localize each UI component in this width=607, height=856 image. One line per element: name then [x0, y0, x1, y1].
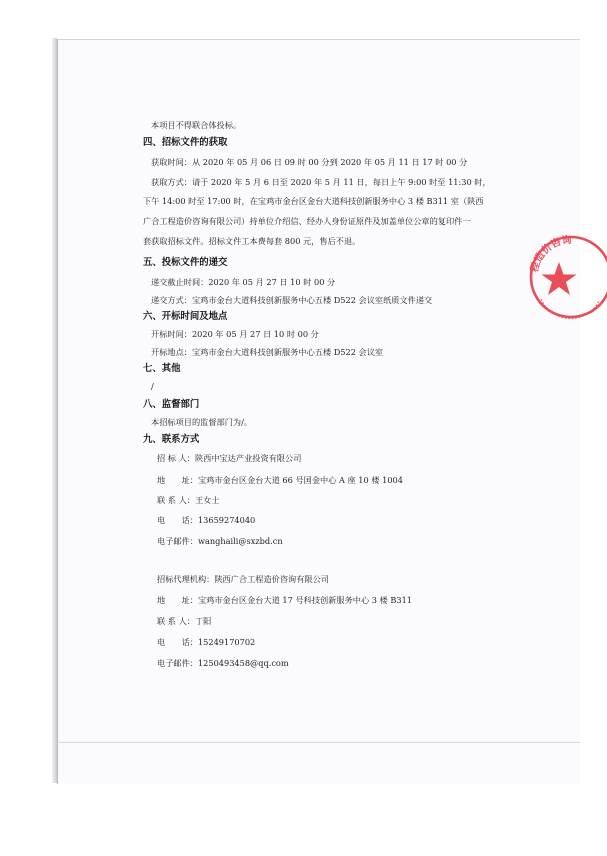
get-method-line-1 — [151, 177, 491, 187]
buyer-address-line — [157, 475, 403, 485]
submit-deadline-label: 递交截止时间： — [151, 277, 209, 287]
get-method-label: 获取方式： — [151, 177, 192, 187]
get-method-line-4: 套获取招标文件。招标文件工本费每套 800 元，售后不退。 — [143, 236, 361, 246]
buyer-address: 宝鸡市金台区金台大道 66 号国金中心 A 座 10 楼 1004 — [197, 475, 403, 485]
buyer-email: wanghaili@sxzbd.cn — [197, 536, 283, 546]
agent-name: 陕西广合工程造价咨询有限公司 — [214, 574, 329, 584]
agent-name-label: 招标代理机构： — [157, 574, 215, 584]
submit-deadline-value: 2020 年 05 月 27 日 10 时 00 分 — [208, 277, 336, 287]
agent-contact-label: 联 系 人： — [157, 616, 195, 626]
seal-group — [527, 233, 607, 319]
opening-time-line — [151, 329, 319, 339]
section-8-title: 八、监督部门 — [143, 399, 200, 410]
scanned-page — [57, 39, 580, 784]
submit-method-line — [151, 295, 432, 305]
buyer-name-line — [157, 453, 301, 463]
agent-address: 宝鸡市金台区金台大道 17 号科技创新服务中心 3 楼 B311 — [197, 595, 412, 605]
agent-address-line — [157, 595, 412, 605]
document-body — [58, 40, 580, 784]
opening-time-value: 2020 年 05 月 27 日 10 时 00 分 — [191, 329, 319, 339]
supervisor-content: 本招标项目的监督部门为/。 — [151, 417, 253, 427]
other-content: / — [151, 381, 154, 391]
consortium-note: 本项目不得联合体投标。 — [151, 120, 242, 130]
opening-place-value: 宝鸡市金台大道科技创新服务中心五楼 D522 会议室 — [191, 347, 384, 357]
agent-contact-line — [157, 616, 211, 626]
submit-deadline-line — [151, 277, 335, 287]
seal-star-icon — [542, 262, 577, 295]
company-seal-stamp — [523, 225, 607, 325]
section-9-title: 九、联系方式 — [143, 434, 200, 445]
buyer-contact: 王女士 — [194, 495, 220, 505]
buyer-phone-line — [157, 515, 255, 525]
agent-email-line — [157, 658, 289, 668]
buyer-contact-line — [157, 495, 220, 505]
buyer-email-label: 电子邮件： — [157, 536, 198, 546]
get-method-line-3: 广合工程造价咨询有限公司）持单位介绍信、经办人身份证原件及加盖单位公章的复印件一 — [143, 216, 471, 226]
agent-phone-line — [157, 637, 255, 647]
opening-place-label: 开标地点： — [151, 347, 192, 357]
get-time-line — [151, 157, 467, 167]
buyer-phone-label: 电 话： — [157, 515, 198, 525]
agent-contact: 丁阳 — [194, 616, 212, 626]
get-method-text-1: 请于 2020 年 5 月 6 日至 2020 年 5 月 11 日，每日上午 9:00 时至 11:30 时， — [191, 177, 491, 187]
section-6-title: 六、开标时间及地点 — [143, 311, 228, 322]
get-method-line-2: 下午 14:00 时至 17:00 时，在宝鸡市金台区金台大道科技创新服务中心 3 楼 B311 室（陕西 — [143, 196, 484, 206]
buyer-address-label: 地 址： — [157, 475, 198, 485]
get-time-label: 获取时间： — [151, 157, 192, 167]
agent-phone-label: 电 话： — [157, 637, 198, 647]
submit-method-label: 递交方式： — [151, 295, 192, 305]
section-4-title: 四、招标文件的获取 — [143, 137, 228, 148]
agent-email: 1250493458@qq.com — [197, 658, 289, 668]
buyer-name-label: 招 标 人： — [157, 453, 195, 463]
submit-method-value: 宝鸡市金台大道科技创新服务中心五楼 D522 会议室纸质文件递交 — [191, 295, 433, 305]
seal-arc-text: 程造价咨询 — [529, 234, 573, 274]
agent-email-label: 电子邮件： — [157, 658, 198, 668]
section-7-title: 七、其他 — [143, 363, 181, 374]
agent-phone: 15249170702 — [197, 637, 256, 647]
buyer-phone: 13659274040 — [197, 515, 256, 525]
buyer-email-line — [157, 536, 283, 546]
buyer-name: 陕西中宝达产业投资有限公司 — [194, 453, 302, 463]
seal-serial-number — [541, 299, 599, 319]
agent-name-line — [157, 574, 329, 584]
get-time-value: 从 2020 年 05 月 06 日 09 时 00 分到 2020 年 05 月 11 日 17 时 00 分 — [191, 157, 468, 167]
agent-address-label: 地 址： — [157, 595, 198, 605]
section-5-title: 五、投标文件的递交 — [143, 257, 228, 268]
buyer-contact-label: 联 系 人： — [157, 495, 195, 505]
opening-time-label: 开标时间： — [151, 329, 192, 339]
opening-place-line — [151, 347, 383, 357]
